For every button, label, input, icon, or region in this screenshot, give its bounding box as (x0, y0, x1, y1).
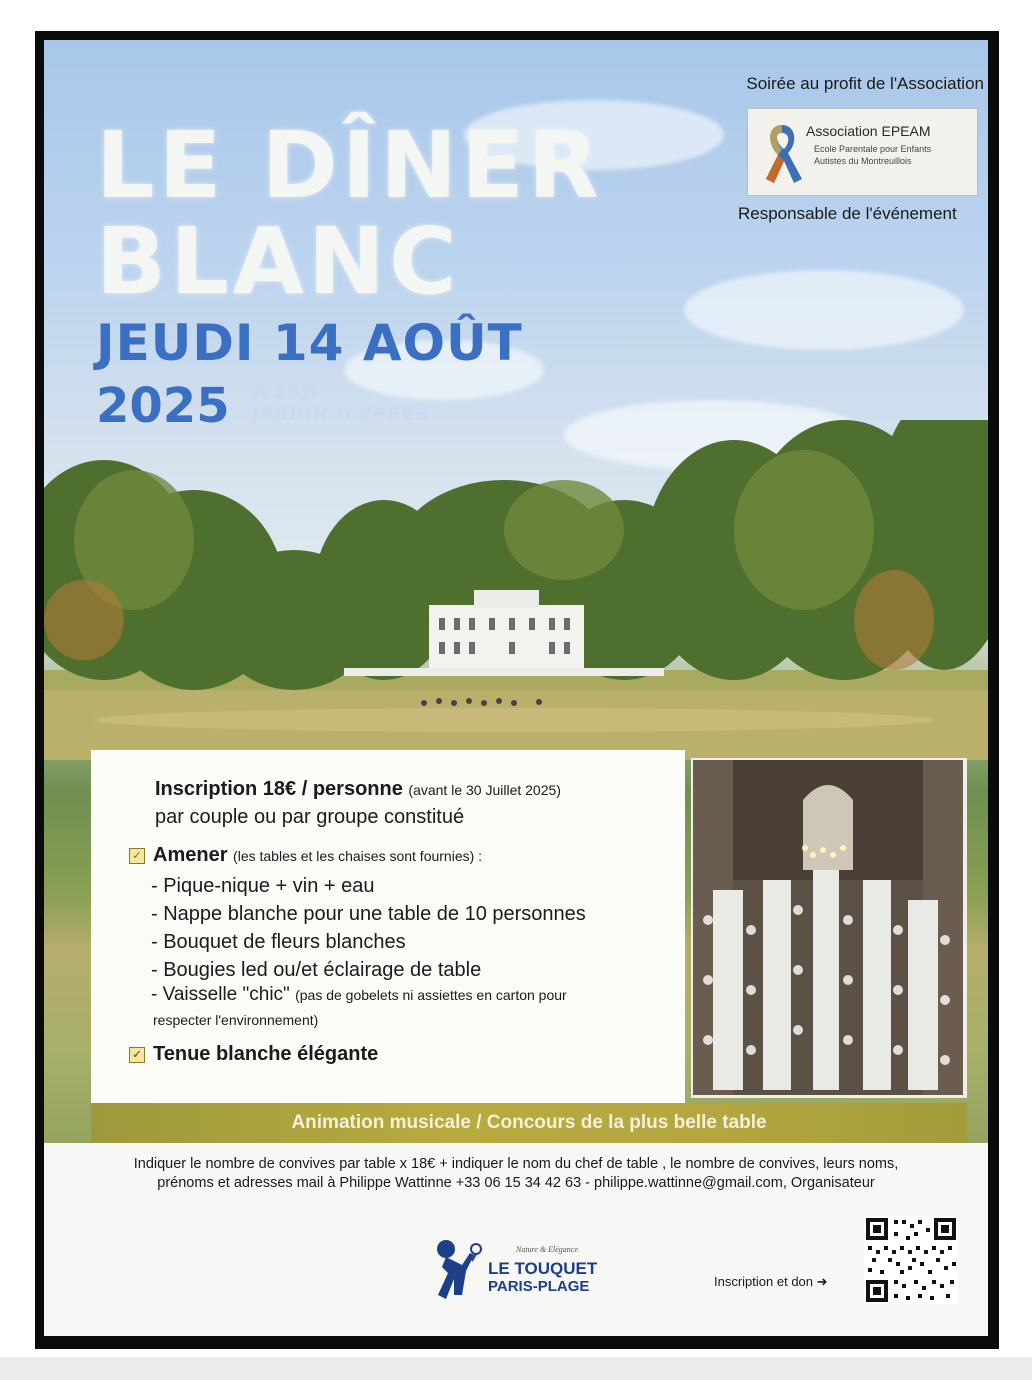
figure-with-racket-icon (432, 1239, 488, 1303)
qr-label: Inscription et don ➜ (714, 1274, 828, 1289)
association-description: Ecole Parentale pour Enfants Autistes du Montreuillois (814, 144, 932, 166)
list-item-text: - Vaisselle "chic" (151, 984, 290, 1005)
cloud (684, 270, 964, 350)
list-item: - Bougies led ou/et éclairage de table (151, 959, 482, 981)
qr-code[interactable] (864, 1216, 958, 1304)
event-time: À 19H (252, 382, 318, 403)
association-top-label: Soirée au profit de l'Association (746, 74, 984, 93)
dinner-photo-frame (691, 758, 967, 1098)
bring-list (151, 872, 586, 1006)
registration-price-line (155, 778, 561, 801)
footer (44, 1143, 988, 1336)
event-place: JARDIN D'YPRES (252, 404, 430, 425)
scan-edge (0, 1357, 1032, 1380)
list-item: - Nappe blanche pour une table de 10 personnes (151, 903, 586, 925)
bring-label: Amener (153, 844, 228, 866)
list-item: - Pique-nique + vin + eau (151, 875, 375, 897)
registration-group: par couple ou par groupe constitué (155, 806, 465, 828)
dress-code (129, 1043, 378, 1066)
list-item: - Bouquet de fleurs blanches (151, 931, 406, 953)
list-item-note: (pas de gobelets ni assiettes en carton pour (295, 987, 567, 1003)
banner-text: Animation musicale / Concours de la plus belle table (291, 1112, 767, 1133)
dinner-hall-photo (693, 760, 963, 1095)
info-panel (91, 750, 685, 1103)
registration-instructions (64, 1155, 968, 1193)
association-name: Association EPEAM (806, 123, 931, 139)
bring-heading (129, 844, 482, 867)
event-date: JEUDI 14 AOÛT (96, 314, 523, 372)
event-title (96, 112, 603, 315)
registration-deadline: (avant le 30 Juillet 2025) (408, 782, 561, 798)
list-item (151, 984, 586, 1006)
logo-line2: PARIS-PLAGE (488, 1278, 590, 1295)
event-title-line1: LE DÎNER (96, 112, 603, 219)
bring-note: (les tables et les chaises sont fournies) : (233, 848, 483, 864)
animation-banner (91, 1103, 967, 1143)
instructions-line2: prénoms et adresses mail à Philippe Wattinne +33 06 15 34 42 63 - philippe.wattinne@gmail.com, Organisateur (157, 1175, 875, 1191)
event-year: 2025 (96, 378, 230, 434)
checkbox-icon: ✓ (129, 1047, 145, 1063)
list-item-note-continued: respecter l'environnement) (153, 1012, 319, 1028)
event-time-place (252, 382, 429, 426)
instructions-line1: Indiquer le nombre de convives par table x 18€ + indiquer le nom du chef de table , le nombre de convives, leurs noms, (133, 1156, 899, 1172)
event-title-line2: BLANC (96, 208, 461, 315)
le-touquet-logo (432, 1235, 622, 1307)
park-landscape (44, 420, 988, 760)
checkbox-icon: ✓ (129, 848, 145, 864)
association-bottom-label: Responsable de l'événement (738, 204, 957, 223)
association-logo-box (747, 108, 978, 196)
logo-tagline: Nature & Elégance (516, 1245, 578, 1254)
dress-label: Tenue blanche élégante (153, 1043, 379, 1065)
autism-ribbon-icon (758, 117, 806, 187)
poster (44, 40, 988, 1336)
registration-price: Inscription 18€ / personne (155, 778, 403, 800)
logo-line1: LE TOUQUET (488, 1259, 598, 1278)
